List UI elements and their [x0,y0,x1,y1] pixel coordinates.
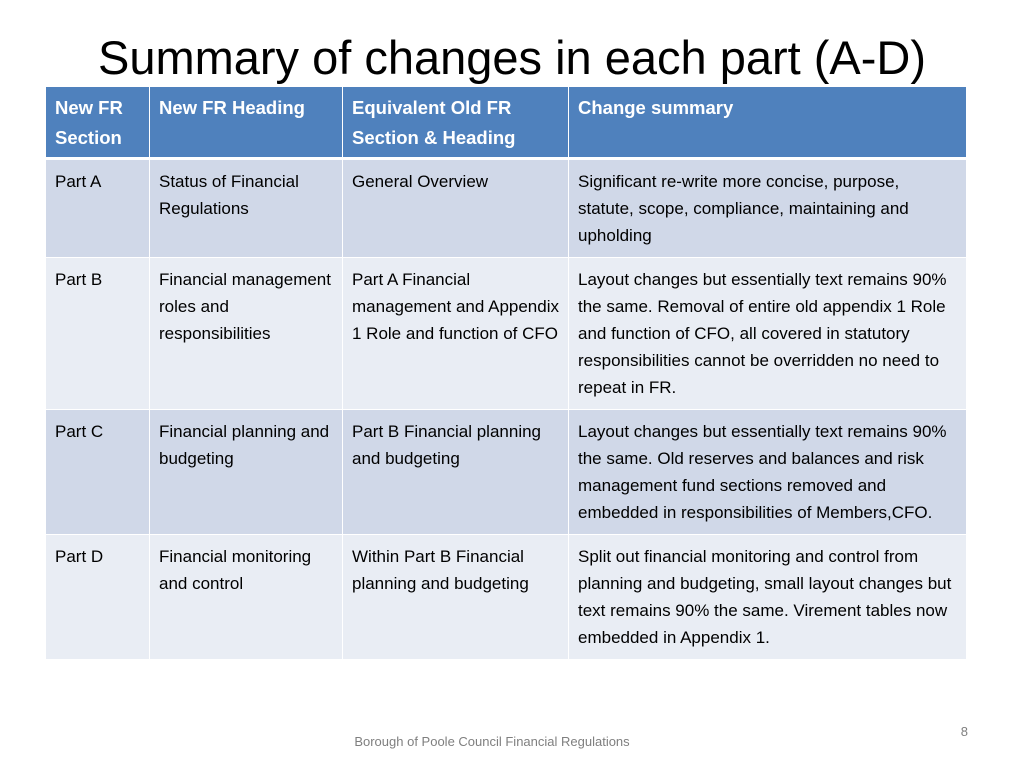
changes-table [45,86,967,660]
header-old-fr-section-heading: Equivalent Old FR Section & Heading [343,87,569,159]
header-new-fr-section: New FR Section [46,87,150,159]
cell-section: Part B [46,258,150,410]
cell-old-section: Part A Financial management and Appendix 1 Role and function of CFO [343,258,569,410]
cell-heading: Financial management roles and responsibilities [150,258,343,410]
cell-heading: Financial planning and budgeting [150,410,343,535]
cell-section: Part D [46,535,150,660]
table-header-row [46,87,967,159]
cell-heading: Status of Financial Regulations [150,159,343,258]
cell-summary: Significant re-write more concise, purpose, statute, scope, compliance, maintaining and upholding [569,159,967,258]
cell-section: Part C [46,410,150,535]
slide-title: Summary of changes in each part (A-D) [97,31,927,84]
table-row [46,159,967,258]
cell-old-section: Part B Financial planning and budgeting [343,410,569,535]
cell-summary: Layout changes but essentially text remains 90% the same. Old reserves and balances and risk management fund sections removed and embedded in responsibilities of Members,CFO. [569,410,967,535]
slide-footer: Borough of Poole Council Financial Regulations [354,734,630,749]
cell-section: Part A [46,159,150,258]
cell-old-section: General Overview [343,159,569,258]
table-row [46,410,967,535]
table-row [46,258,967,410]
cell-old-section: Within Part B Financial planning and budgeting [343,535,569,660]
cell-heading: Financial monitoring and control [150,535,343,660]
header-change-summary: Change summary [569,87,967,159]
page-number: 8 [960,724,968,739]
table-row [46,535,967,660]
cell-summary: Split out financial monitoring and control from planning and budgeting, small layout changes but text remains 90% the same. Virement tables now embedded in Appendix 1. [569,535,967,660]
cell-summary: Layout changes but essentially text remains 90% the same. Removal of entire old appendix 1 Role and function of CFO, all covered in statutory responsibilities cannot be overridden no need to repeat in FR. [569,258,967,410]
header-new-fr-heading: New FR Heading [150,87,343,159]
